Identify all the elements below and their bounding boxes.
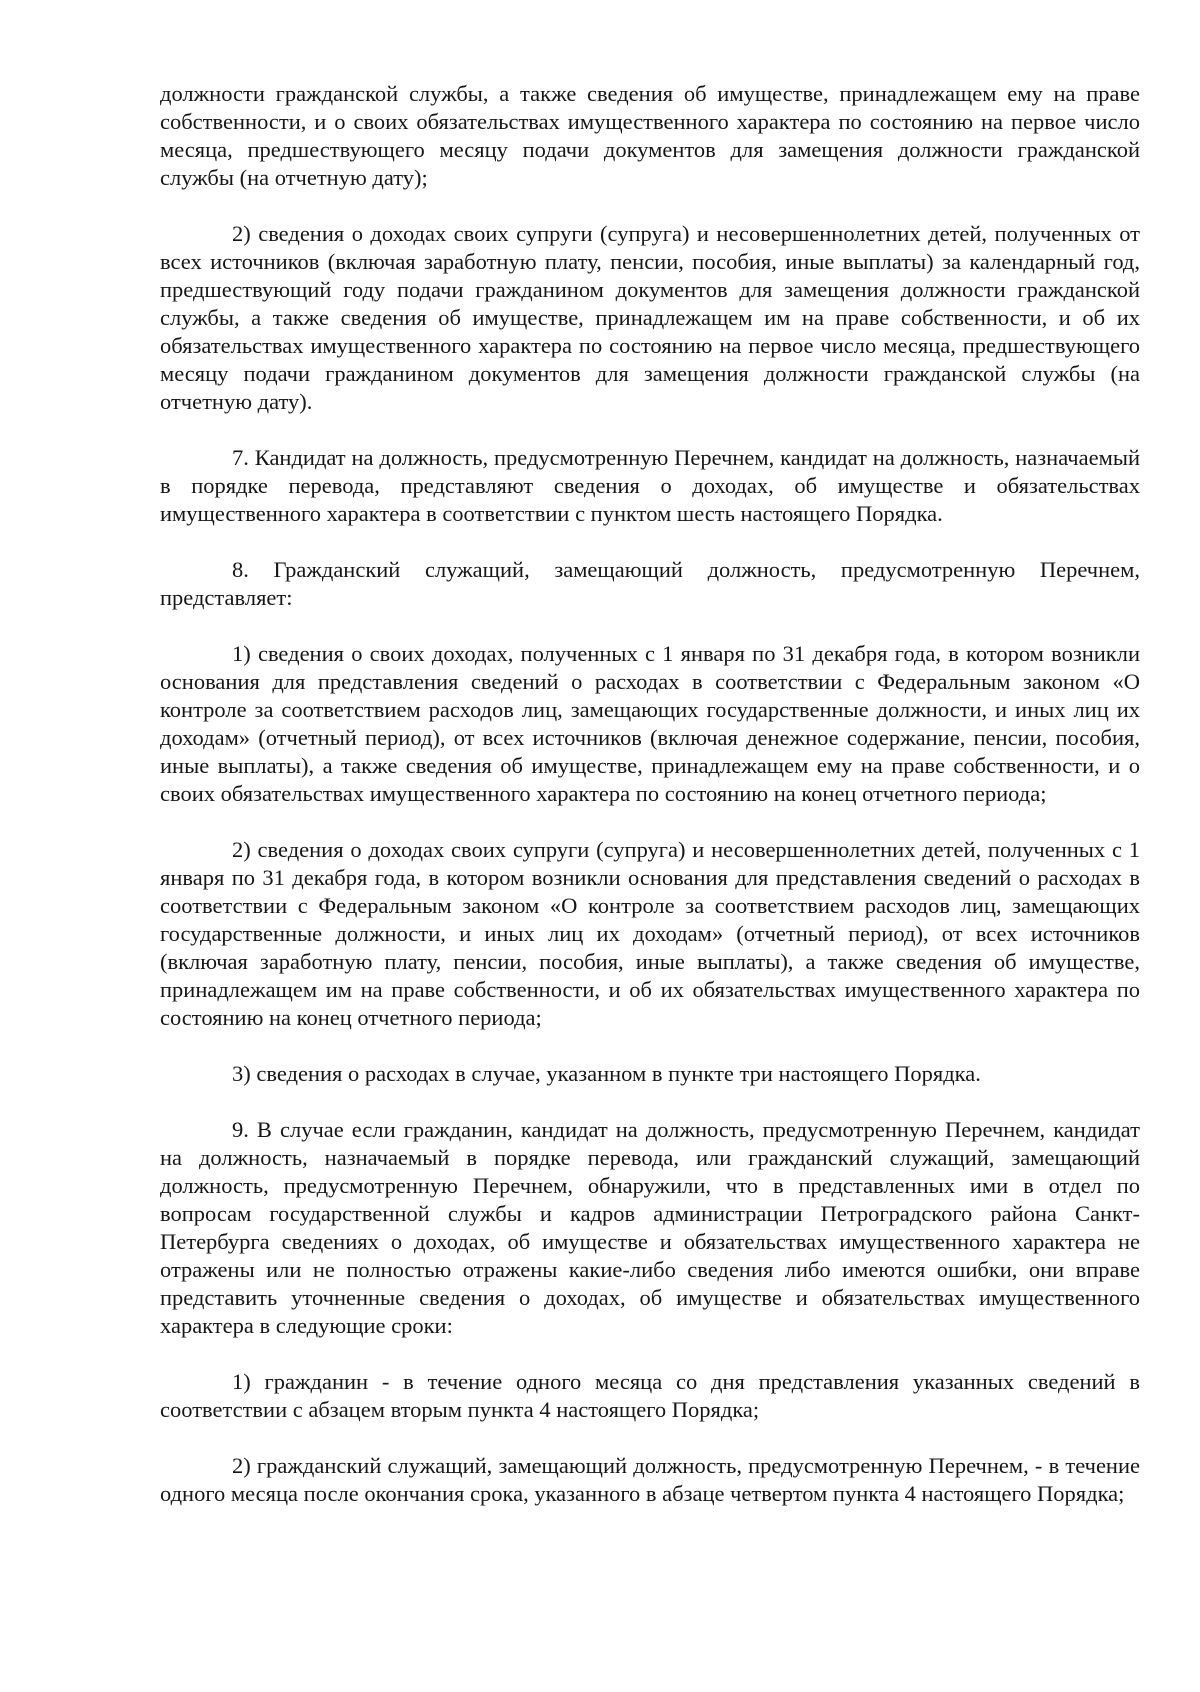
- paragraph-9-2: 2) гражданский служащий, замещающий должность, предусмотренную Перечнем, - в течение одного месяца после окончания срока, указанного в абзаце четвертом пункта 4 настоящего Порядка;: [160, 1453, 1140, 1506]
- paragraph-8: 8. Гражданский служащий, замещающий должность, предусмотренную Перечнем, представляет:: [160, 557, 1140, 610]
- paragraph-9: 9. В случае если гражданин, кандидат на должность, предусмотренную Перечнем, кандидат на должность, назначаемый в порядке перевода, или гражданский служащий, замещающий должность, предусмотренную Перечнем, обнаружили, что в представленных ими в отдел по вопросам государственной службы и кадров администрации Петроградского района Санкт-Петербурга сведениях о доходах, об имуществе и обязательствах имущественного характера не отражены или не полностью отражены какие-либо сведения либо имеются ошибки, они вправе представить уточненные сведения о доходах, об имуществе и обязательствах имущественного характера в следующие сроки:: [160, 1117, 1140, 1338]
- paragraph-6-2: 2) сведения о доходах своих супруги (супруга) и несовершеннолетних детей, полученных от всех источников (включая заработную плату, пенсии, пособия, иные выплаты) за календарный год, предшествующий году подачи гражданином документов для замещения должности гражданской службы, а также сведения об имуществе, принадлежащем им на праве собственности, и об их обязательствах имущественного характера по состоянию на первое число месяца, предшествующего месяцу подачи гражданином документов для замещения должности гражданской службы (на отчетную дату).: [160, 221, 1140, 414]
- paragraph-7: 7. Кандидат на должность, предусмотренную Перечнем, кандидат на должность, назначаемый в порядке перевода, представляют сведения о доходах, об имуществе и обязательствах имущественного характера в соответствии с пунктом шесть настоящего Порядка.: [160, 445, 1140, 526]
- paragraph-8-2: 2) сведения о доходах своих супруги (супруга) и несовершеннолетних детей, полученных с 1 января по 31 декабря года, в котором возникли основания для представления сведений о расходах в соответствии с Федеральным законом «О контроле за соответствием расходов лиц, замещающих государственные должности, и иных лиц их доходам» (отчетный период), от всех источников (включая заработную плату, пенсии, пособия, иные выплаты), а также сведения об имуществе, принадлежащем им на праве собственности, и об их обязательствах имущественного характера по состоянию на конец отчетного периода;: [160, 837, 1140, 1030]
- paragraph-8-3: 3) сведения о расходах в случае, указанном в пункте три настоящего Порядка.: [232, 1061, 981, 1086]
- paragraph-continuation: должности гражданской службы, а также сведения об имуществе, принадлежащем ему на праве собственности, и о своих обязательствах имущественного характера по состоянию на первое число месяца, предшествующего месяцу подачи документов для замещения должности гражданской службы (на отчетную дату);: [160, 81, 1140, 190]
- paragraph-8-1: 1) сведения о своих доходах, полученных с 1 января по 31 декабря года, в котором возникли основания для представления сведений о расходах в соответствии с Федеральным законом «О контроле за соответствием расходов лиц, замещающих государственные должности, и иных лиц их доходам» (отчетный период), от всех источников (включая денежное содержание, пенсии, пособия, иные выплаты), а также сведения об имуществе, принадлежащем ему на праве собственности, и о своих обязательствах имущественного характера по состоянию на конец отчетного периода;: [160, 641, 1140, 806]
- document-body: [160, 80, 1140, 1508]
- paragraph-9-1: 1) гражданин - в течение одного месяца со дня представления указанных сведений в соответствии с абзацем вторым пункта 4 настоящего Порядка;: [160, 1369, 1140, 1422]
